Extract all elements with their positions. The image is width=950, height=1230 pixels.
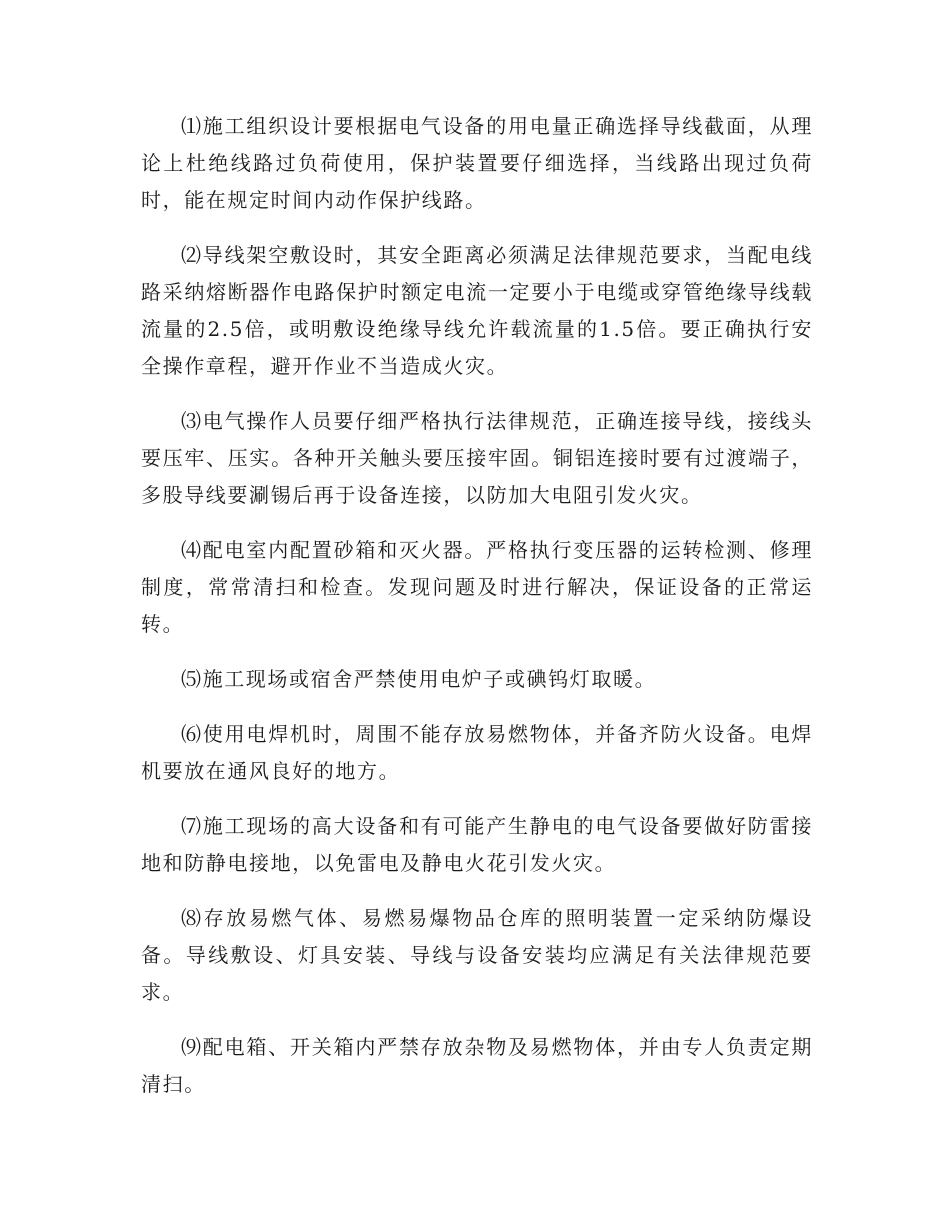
paragraph-5: ⑸施工现场或宿舍严禁使用电炉子或碘钨灯取暖。	[181, 667, 657, 691]
paragraph-7: ⑺施工现场的高大设备和有可能产生静电的电气设备要做好防雷接地和防静电接地，以免雷电及静电火花引发火灾。	[141, 814, 813, 875]
paragraph-3: ⑶电气操作人员要仔细严格执行法律规范，正确连接导线，接线头要压牢、压实。各种开关触头要压接牢固。铜铝连接时要有过渡端子，多股导线要涮锡后再于设备连接，以防加大电阻引发火灾。	[141, 409, 813, 507]
paragraph-4: ⑷配电室内配置砂箱和灭火器。严格执行变压器的运转检测、修理制度，常常清扫和检查。发现问题及时进行解决，保证设备的正常运转。	[141, 538, 813, 636]
paragraph-2: ⑵导线架空敷设时，其安全距离必须满足法律规范要求，当配电线路采纳熔断器作电路保护时额定电流一定要小于电缆或穿管绝缘导线载流量的2.5倍，或明敷设绝缘导线允许载流量的1.5倍。要正确执行安全操作章程，避开作业不当造成火灾。	[141, 243, 813, 378]
document-body	[141, 108, 813, 1121]
paragraph-8: ⑻存放易燃气体、易燃易爆物品仓库的照明装置一定采纳防爆设备。导线敷设、灯具安装、导线与设备安装均应满足有关法律规范要求。	[141, 906, 813, 1004]
paragraph-1: ⑴施工组织设计要根据电气设备的用电量正确选择导线截面，从理论上杜绝线路过负荷使用，保护装置要仔细选择，当线路出现过负荷时，能在规定时间内动作保护线路。	[141, 114, 813, 212]
paragraph-6: ⑹使用电焊机时，周围不能存放易燃物体，并备齐防火设备。电焊机要放在通风良好的地方。	[141, 722, 813, 783]
paragraph-9: ⑼配电箱、开关箱内严禁存放杂物及易燃物体，并由专人负责定期清扫。	[141, 1035, 813, 1096]
